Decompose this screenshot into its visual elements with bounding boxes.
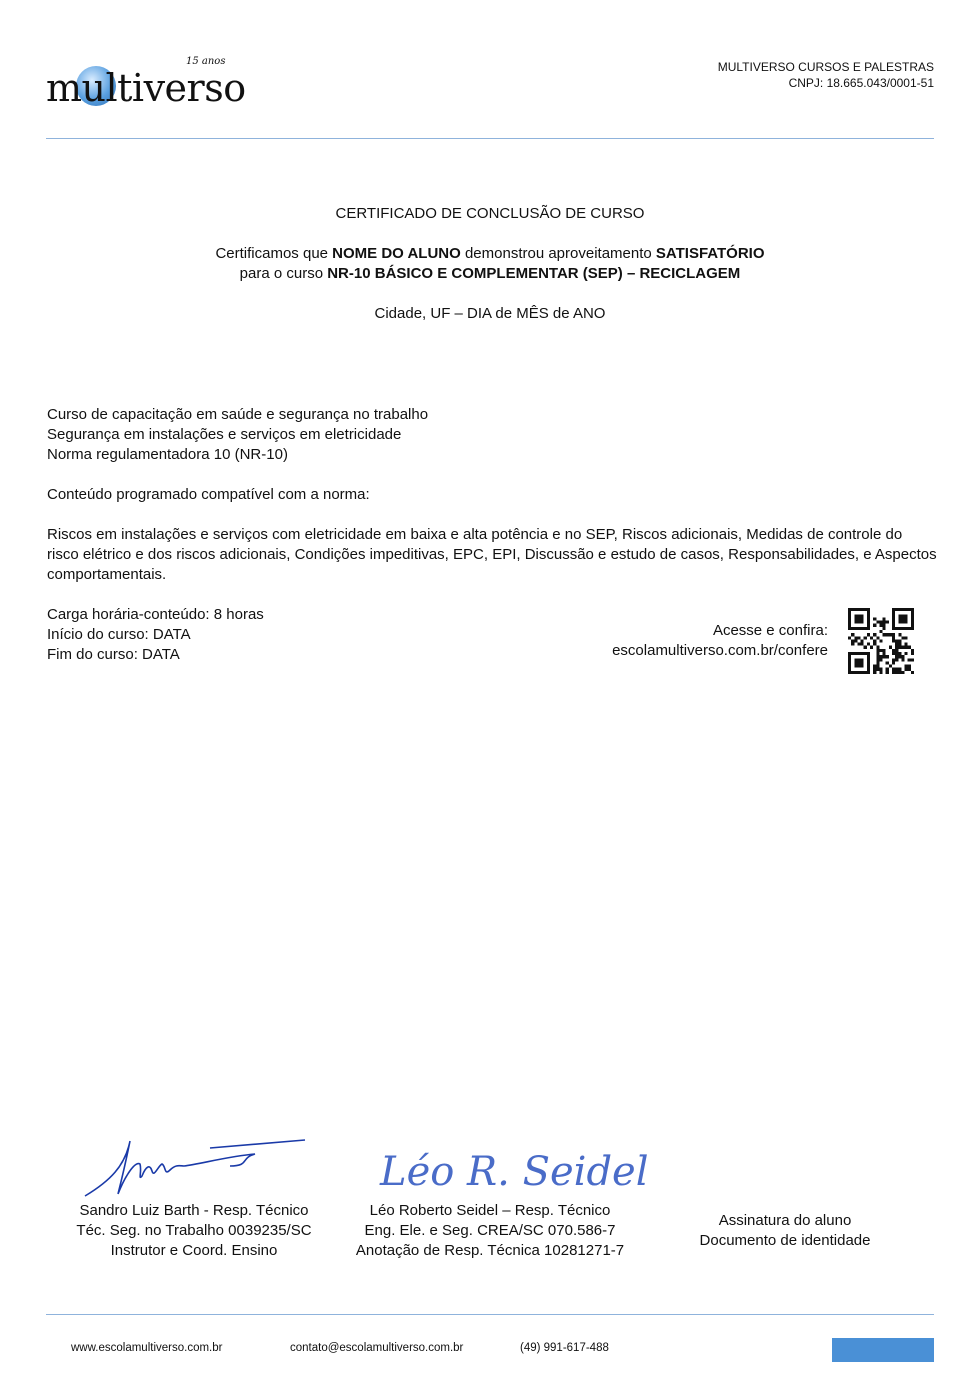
signature-leo-text: Léo R. Seidel — [380, 1149, 649, 1195]
qr-code-icon[interactable] — [848, 608, 914, 674]
place-date: Cidade, UF – DIA de MÊS de ANO — [374, 305, 606, 322]
student-id-label: Documento de identidade — [699, 1232, 871, 1249]
grade: SATISFATÓRIO — [655, 245, 765, 262]
certificate-title: CERTIFICADO DE CONCLUSÃO DE CURSO — [335, 205, 645, 222]
signature-sandro-image — [80, 1136, 310, 1202]
detail-line: Norma regulamentadora 10 (NR-10) — [47, 446, 288, 463]
signer-registration: Eng. Ele. e Seg. CREA/SC 070.586-7 — [364, 1222, 616, 1239]
signer-registration: Téc. Seg. no Trabalho 0039235/SC — [76, 1222, 312, 1239]
verify-info — [612, 621, 828, 661]
certificate-statement — [0, 244, 980, 284]
verify-url[interactable]: escolamultiverso.com.br/confere — [612, 642, 828, 659]
signature-block-student — [650, 1211, 920, 1251]
course-prefix: para o curso — [239, 265, 328, 282]
logo-text: multiverso — [46, 66, 246, 110]
footer-accent-bar — [832, 1338, 934, 1362]
signature-leo-image — [375, 1140, 649, 1195]
company-cnpj: CNPJ: 18.665.043/0001-51 — [788, 76, 934, 90]
workload: Carga horária-conteúdo: 8 horas — [47, 606, 264, 623]
student-signature-label: Assinatura do aluno — [718, 1212, 852, 1229]
verify-label: Acesse e confira: — [712, 622, 828, 639]
content-heading: Conteúdo programado compatível com a norma: — [47, 486, 370, 503]
signer-name: Sandro Luiz Barth - Resp. Técnico — [79, 1202, 309, 1219]
detail-line: Segurança em instalações e serviços em eletricidade — [47, 426, 402, 443]
company-info — [718, 59, 934, 91]
content-text: Riscos em instalações e serviços com eletricidade em baixa e alta potência e no SEP, Riscos adicionais, Medidas de controle do risco elétrico e dos riscos adicionais, Condições impeditivas, EPC, EPI, Discussão e estudo de casos, Responsabilidades, e Aspectos comportamentais. — [47, 526, 937, 583]
statement-prefix: Certificamos que — [215, 245, 333, 262]
course-name: NR-10 BÁSICO E COMPLEMENTAR (SEP) – RECICLAGEM — [327, 265, 741, 282]
signer-role: Instrutor e Coord. Ensino — [110, 1242, 278, 1259]
student-name: NOME DO ALUNO — [332, 245, 461, 262]
statement-middle: demonstrou aproveitamento — [460, 245, 656, 262]
footer-phone: (49) 991-617-488 — [520, 1342, 609, 1354]
signature-block-leo — [330, 1201, 650, 1261]
end-date: Fim do curso: DATA — [47, 646, 180, 663]
detail-line: Curso de capacitação em saúde e segurança no trabalho — [47, 406, 429, 423]
multiverso-logo — [46, 58, 246, 108]
signature-block-sandro — [44, 1201, 344, 1261]
footer-website[interactable]: www.escolamultiverso.com.br — [71, 1342, 223, 1354]
footer-divider — [46, 1314, 934, 1315]
footer-email[interactable]: contato@escolamultiverso.com.br — [290, 1342, 464, 1354]
company-name: MULTIVERSO CURSOS E PALESTRAS — [717, 60, 934, 74]
start-date: Início do curso: DATA — [47, 626, 191, 643]
signer-name: Léo Roberto Seidel – Resp. Técnico — [369, 1202, 611, 1219]
header-divider — [46, 138, 934, 139]
logo-tagline: 15 anos — [186, 56, 226, 67]
signer-art: Anotação de Resp. Técnica 10281271-7 — [355, 1242, 625, 1259]
